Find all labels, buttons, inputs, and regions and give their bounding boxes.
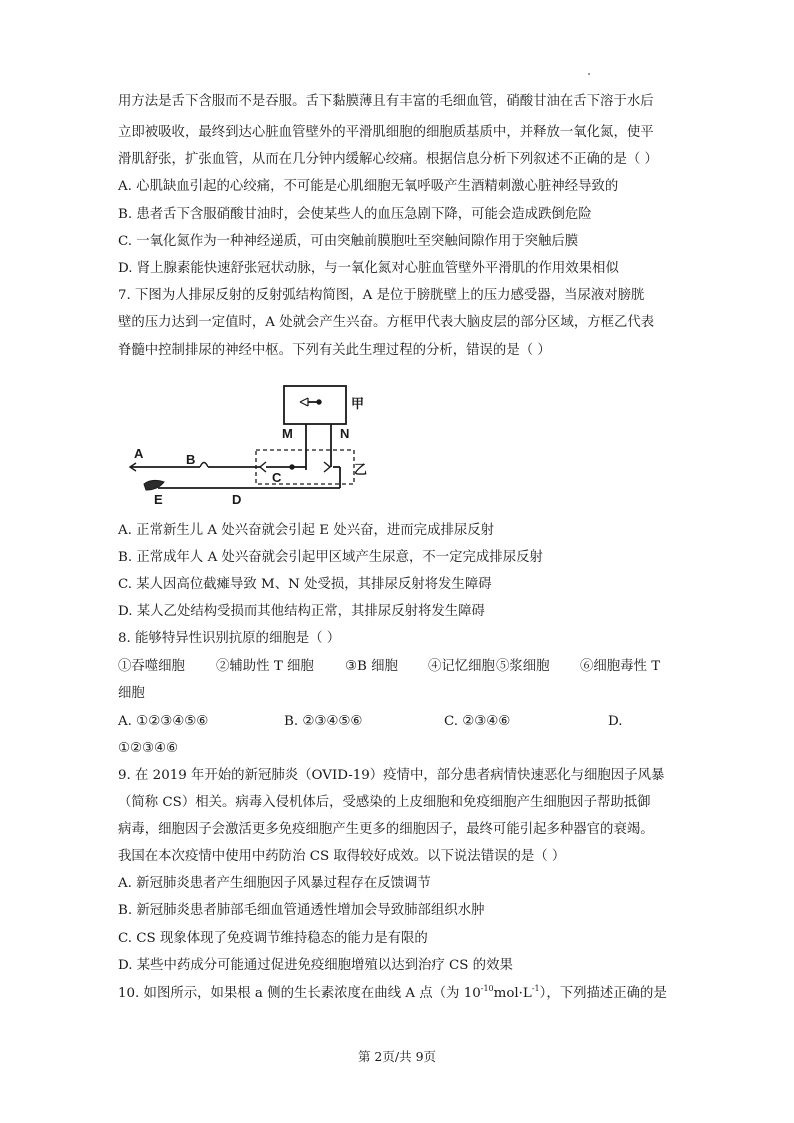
label-d: D bbox=[232, 492, 242, 507]
label-m: M bbox=[282, 426, 293, 441]
q10-stem bbox=[118, 984, 678, 1004]
label-a: A bbox=[134, 446, 144, 461]
box-jia bbox=[284, 386, 346, 424]
q7-stem-line-3: 脊髓中控制排尿的神经中枢。下列有关此生理过程的分析，错误的是（ ） bbox=[118, 343, 551, 358]
reflex-arc-diagram bbox=[128, 378, 368, 508]
q8-stem: 8. 能够特异性识别抗原的细胞是（ ） bbox=[118, 631, 341, 646]
q7-option-b: B. 正常成年人 A 处兴奋就会引起甲区域产生尿意，不一定完成排尿反射 bbox=[118, 550, 543, 565]
q8-choice-6-cont: 细胞 bbox=[118, 686, 145, 701]
synapse-c-left bbox=[260, 462, 266, 472]
ganglion-b bbox=[200, 463, 208, 468]
label-jia: 甲 bbox=[351, 397, 365, 412]
q8-choice-row bbox=[118, 657, 678, 677]
label-e: E bbox=[154, 492, 163, 507]
q8-choice-6: ⑥细胞毒性 T bbox=[580, 659, 661, 674]
q9-option-a: A. 新冠肺炎患者产生细胞因子风暴过程存在反馈调节 bbox=[118, 876, 431, 891]
q10-unit: mol·L bbox=[493, 986, 532, 1001]
q10-exponent: -10 bbox=[480, 984, 494, 993]
label-yi: 乙 bbox=[354, 463, 368, 478]
synapse-jia bbox=[300, 398, 308, 406]
q7-option-c: C. 某人因高位截瘫导致 M、N 处受损，其排尿反射将发生障碍 bbox=[118, 577, 492, 592]
neuron-body-jia bbox=[317, 400, 321, 404]
q6-option-d: D. 肾上腺素能快速舒张冠状动脉，与一氧化氮对心脏血管壁外平滑肌的作用效果相似 bbox=[118, 261, 619, 276]
q8-choice-2: ②辅助性 T 细胞 bbox=[216, 659, 314, 674]
reflex-arc-cjk-labels bbox=[351, 397, 367, 478]
label-c: C bbox=[272, 470, 282, 485]
q8-choice-4: ④记忆细胞 bbox=[428, 659, 495, 674]
q7-stem-line-2: 壁的压力达到一定值时，A 处就会产生兴奋。方框甲代表大脑皮层的部分区域，方框乙代表 bbox=[118, 315, 655, 330]
q8-option-b: B. ②③④⑤⑥ bbox=[284, 714, 363, 729]
q8-option-d-cont: ①②③④⑥ bbox=[118, 741, 179, 756]
q10-stem-prefix: 10. 如图所示，如果根 a 侧的生长素浓度在曲线 A 点（为 10 bbox=[118, 986, 481, 1001]
q10-unit-exponent: -1 bbox=[531, 984, 540, 993]
q8-option-a: A. ①②③④⑤⑥ bbox=[118, 714, 209, 729]
q9-option-d: D. 某些中药成分可能通过促进免疫细胞增殖以达到治疗 CS 的效果 bbox=[118, 958, 513, 973]
label-b: B bbox=[186, 452, 196, 467]
q9-option-b: B. 新冠肺炎患者肺部毛细血管通透性增加会导致肺部组织水肿 bbox=[118, 903, 485, 918]
q9-stem-line-2: （简称 CS）相关。病毒入侵机体后，受感染的上皮细胞和免疫细胞产生细胞因子帮助抵御 bbox=[118, 795, 651, 810]
q6-stem-line-3: 滑肌舒张，扩张血管，从而在几分钟内缓解心绞痛。根据信息分析下列叙述不正确的是（ ） bbox=[118, 152, 658, 167]
q7-stem-line-1: 7. 下图为人排尿反射的反射弧结构简图，A 是位于膀胱壁上的压力感受器，当尿液对膀胱 bbox=[118, 288, 645, 303]
q8-choice-1: ①吞噬细胞 bbox=[118, 659, 185, 674]
q6-option-a: A. 心肌缺血引起的心绞痛，不可能是心肌细胞无氧呼吸产生酒精刺激心脏神经导致的 bbox=[118, 179, 619, 194]
q7-option-a: A. 正常新生儿 A 处兴奋就会引起 E 处兴奋，进而完成排尿反射 bbox=[118, 523, 495, 538]
label-n: N bbox=[340, 426, 350, 441]
q9-stem-line-4: 我国在本次疫情中使用中药防治 CS 取得较好成效。以下说法错误的是（ ） bbox=[118, 849, 566, 864]
q6-stem-line-2: 立即被吸收，最终到达心脏血管壁外的平滑肌细胞的细胞质基质中，并释放一氧化氮，使平 bbox=[118, 125, 654, 140]
synapse-n bbox=[324, 462, 330, 472]
q7-option-d: D. 某人乙处结构受损而其他结构正常，其排尿反射将发生障碍 bbox=[118, 604, 485, 619]
scan-speck bbox=[588, 73, 590, 75]
q9-option-c: C. CS 现象体现了免疫调节维持稳态的能力是有限的 bbox=[118, 931, 428, 946]
q9-stem-line-3: 病毒，细胞因子会激活更多免疫细胞产生更多的细胞因子，最终可能引起多种器官的衰竭。 bbox=[118, 822, 654, 837]
q8-option-c: C. ②③④⑥ bbox=[444, 714, 511, 729]
q9-stem-line-1: 9. 在 2019 年开始的新冠肺炎（OVID-19）疫情中，部分患者病情快速恶化与细胞因子风暴 bbox=[118, 768, 665, 783]
q6-option-c: C. 一氧化氮作为一种神经递质，可由突触前膜胞吐至突触间隙作用于突触后膜 bbox=[118, 234, 579, 249]
q8-choice-3: ③B 细胞 bbox=[345, 659, 398, 674]
q10-stem-suffix: ），下列描述正确的是 bbox=[539, 986, 667, 1001]
q8-option-d: D. bbox=[608, 714, 623, 729]
q8-options-row bbox=[118, 712, 678, 732]
page-footer: 第 2页/共 9页 bbox=[357, 1049, 437, 1064]
q6-stem-line-1: 用方法是舌下含服而不是吞服。舌下黏膜薄且有丰富的毛细血管，硝酸甘油在舌下溶于水后 bbox=[118, 94, 654, 109]
q8-choice-5: ⑤浆细胞 bbox=[496, 659, 550, 674]
reflex-arc-lines bbox=[130, 386, 354, 490]
q6-option-b: B. 患者舌下含服硝酸甘油时，会使某些人的血压急剧下降，可能会造成跌倒危险 bbox=[118, 207, 592, 222]
